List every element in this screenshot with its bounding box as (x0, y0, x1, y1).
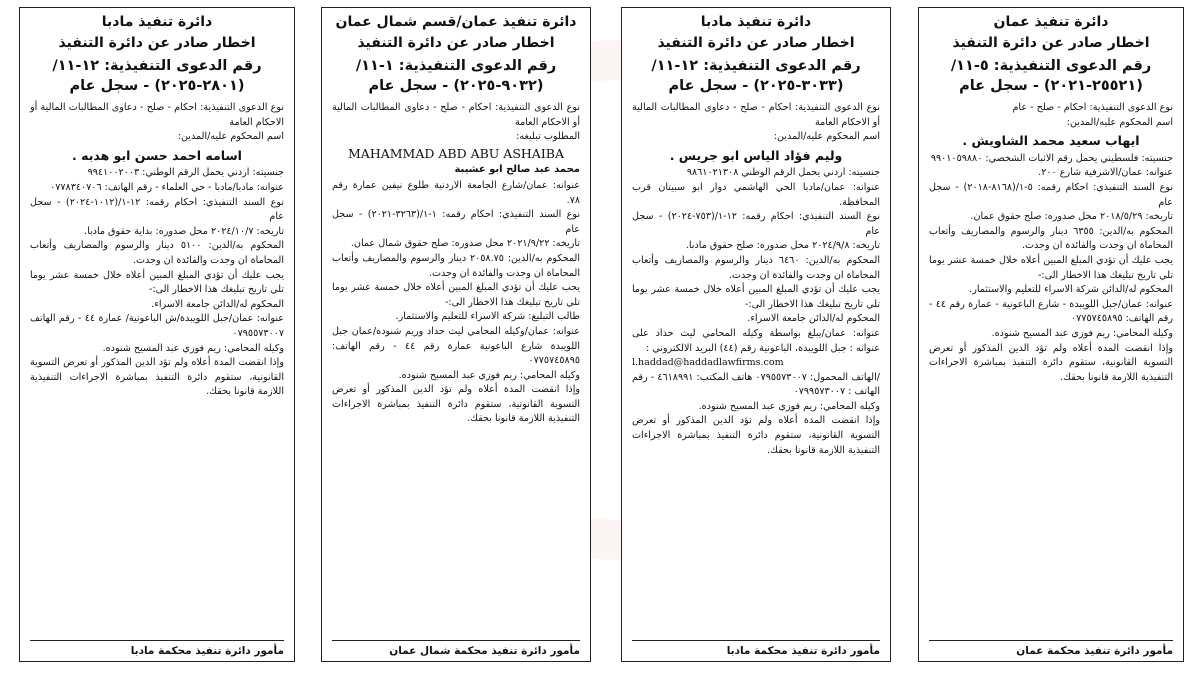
nationality: جنسيته: اردني يحمل الرقم الوطني ٩٨٦١٠٢١٣٠٨ (686, 167, 880, 179)
lawyer: وكيله المحامي: ريم فوزي عبد المسيح شنوده. (102, 342, 284, 354)
debtor-name-arabic: محمد عبد صالح ابو عشيبة (454, 164, 580, 176)
notice-body (632, 101, 880, 458)
creditor: المحكوم له/الدائن جامعة الاسراء. (151, 298, 284, 310)
notice-footer: مأمور دائرة تنفيذ محكمة مادبا (30, 640, 284, 657)
judgment-amount: المحكوم به/الدين: ٢٠٥٨.٧٥ دينار والرسوم والمصاريف وأتعاب المحاماة ان وجدت والفائدة ان وجدت. (332, 252, 580, 279)
nationality: جنسيته: فلسطيني يحمل رقم الاثبات الشخصي: ٩٩٠١٠٥٩٨٨٠ (930, 152, 1173, 164)
bond-type: نوع السند التنفيذي: احكام رقمه: ١٢-١/(١٠١٢-٢٠٢٤) - سجل عام (30, 196, 284, 223)
case-number: رقم الدعوى التنفيذية: ١٢-١١/ (٣٠٣٣-٢٠٢٥) - سجل عام (651, 58, 861, 94)
notice-subtitle: اخطار صادر عن دائرة التنفيذ (357, 35, 555, 51)
notice-body (929, 101, 1173, 385)
creditor-address: عنوانه: عمان/يبلغ بواسطة وكيله المحامي ليث حداد على عنوانه : جبل اللويبدة، الباعونية رقم (٤٤) البريد الالكتروني : (632, 327, 880, 354)
judgment-amount: المحكوم به/الدين: ٥١٠٠ دينار والرسوم والمصاريف وأتعاب المحاماة ان وجدت والفائدة ان وجدت. (30, 240, 284, 266)
creditor: طالب التبليغ: شركة الاسراء للتعليم والاستثمار. (395, 311, 580, 323)
case-number: رقم الدعوى التنفيذية: ١-١١/ (٩٠٣٢-٢٠٢٥) - سجل عام (355, 58, 557, 94)
address: عنوانه: عمان/مادبا الحي الهاشمي دوار ابو سبيتان قرب المحافظة. (632, 181, 880, 208)
creditor-phones: /الهاتف المحمول: ٠٧٩٥٥٧٣٠٠٧ هاتف المكتب: ٤٦١٨٩٩١ - رقم الهاتف : ٠٧٩٩٥٧٣٠٠٧ (632, 371, 880, 398)
case-type: نوع الدعوى التنفيذية: احكام - صلح - دعاوى المطالبات المالية أو الاحكام العامة (30, 102, 284, 128)
debtor-label: اسم المحكوم عليه/المدين: (773, 131, 880, 143)
lawyer: وكيله المحامي: ريم فوزي عبد المسيح شنوده. (398, 369, 580, 381)
creditor-email: l.haddad@haddadlawfirms.com (632, 357, 784, 369)
payment-demand: يجب عليك أن تؤدي المبلغ المبين أعلاه خلال خمسة عشر يوما تلي تاريخ تبليغك هذا الاخطار الى:- (632, 284, 880, 310)
creditor-address: عنوانه: عمان/وكيله المحامي ليث حداد وريم شنوده/عمان جبل اللويبدة شارع الباعونية عمارة رقم ٤٤ - رقم الهاتف: ٠٧٧٥٧٤٥٨٩٥ (332, 325, 580, 367)
address: عنوانه: عمان/شارع الجامعة الاردنية طلوع نيفين عمارة رقم ٧٨. (332, 179, 580, 206)
lawyer: وكيله المحامي: ريم فوزي عبد المسيح شنوده. (698, 400, 880, 412)
case-type: نوع الدعوى التنفيذية: احكام - صلح - عام (1012, 102, 1173, 113)
judgment-amount: المحكوم به/الدين: ٦٣٥٥ دينار والرسوم والمصاريف وأتعاب المحاماة ان وجدت والفائدة ان وجدت. (929, 225, 1174, 252)
creditor: المحكوم له/الدائن جامعة الاسراء. (747, 313, 880, 325)
warning-text: وإذا انقضت المدة أعلاه ولم تؤد الدين المذكور أو تعرض التسوية القانونية، ستقوم دائرة التنفيذ بمباشرة الاجراءات التنفيذية اللازمة قانونا بحقك. (632, 415, 880, 456)
notice-north-amman-9032 (321, 7, 591, 662)
notice-footer: مأمور دائرة تنفيذ محكمة عمان (929, 640, 1173, 657)
creditor: المحكوم له/الدائن شركة الاسراء للتعليم والاستثمار. (969, 284, 1173, 296)
address: عنوانه: مادبا/مادبا - حي العلماء - رقم الهاتف: ٠٧٧٨٣٤٠٧٠٦ (50, 181, 284, 193)
notice-dept: دائرة تنفيذ مادبا (700, 14, 812, 30)
notice-subtitle: اخطار صادر عن دائرة التنفيذ (952, 35, 1150, 51)
debtor-name: اسامه احمد حسن ابو هدبه . (72, 147, 242, 163)
bond-type: نوع السند التنفيذي: احكام رقمه: ١٢-١/(٧٥٣-٢٠٢٤) - سجل عام (632, 211, 880, 237)
creditor-address: عنوانه: عمان/جبل اللويبدة - شارع الباعونية - عمارة رقم ٤٤ - رقم الهاتف: ٠٧٧٥٧٤٥٨٩٥ (929, 298, 1173, 325)
judgment-amount: المحكوم به/الدين: ٦٤٦٠ دينار والرسوم والمصاريف وأتعاب المحاماة ان وجدت والفائدة ان وجدت. (632, 254, 880, 281)
address: عنوانه: عمان/الاشرفية شارع ٢٠٠. (1038, 167, 1173, 179)
notice-subtitle: اخطار صادر عن دائرة التنفيذ (657, 35, 855, 51)
debtor-label: اسم المحكوم عليه/المدين: (1066, 116, 1173, 128)
notice-dept: دائرة تنفيذ عمان/قسم شمال عمان (335, 14, 577, 30)
notice-footer: مأمور دائرة تنفيذ محكمة شمال عمان (332, 640, 580, 657)
notice-amman-25521 (918, 7, 1184, 662)
lawyer: وكيله المحامي: ريم فوزي عبد المسيح شنوده. (991, 327, 1173, 339)
notice-dept: دائرة تنفيذ عمان (993, 14, 1109, 30)
nationality: جنسيته: اردني يحمل الرقم الوطني: ٩٩٤١٠٠٢٠٠٣ (87, 167, 284, 179)
notice-madaba-2801 (19, 7, 295, 662)
payment-demand: يجب عليك أن تؤدي المبلغ المبين أعلاه خلال خمسة عشر يوما تلي تاريخ تبليغك هذا الاخطار الى:- (929, 254, 1173, 281)
notice-dept: دائرة تنفيذ مادبا (101, 14, 213, 30)
case-number: رقم الدعوى التنفيذية: ١٢-١١/ (٢٨٠١-٢٠٢٥) - سجل عام (52, 58, 262, 94)
notice-body (332, 101, 580, 427)
debtor-name: ايهاب سعيد محمد الشاويش . (962, 133, 1140, 149)
warning-text: وإذا انقضت المدة أعلاه ولم تؤد الدين المذكور أو تعرض التسوية القانونية، ستقوم دائرة التنفيذ بمباشرة الاجراءات التنفيذية اللازمة قانونا بحقك. (332, 384, 580, 425)
bond-date: تاريخه: ٢٠٢٤/١٠/٧ محل صدوره: بداية حقوق مادبا. (84, 225, 284, 237)
debtor-name: وليم فؤاد الياس ابو جريس . (669, 147, 843, 163)
bond-type: نوع السند التنفيذي: احكام رقمه: ١-١/(٣٢٦٣-٢٠٢١) - سجل عام (332, 209, 580, 235)
bond-date: تاريخه: ٢٠١٨/٥/٢٩ محل صدوره: صلح حقوق عمان. (970, 211, 1173, 223)
bond-date: تاريخه: ٢٠٢١/٩/٢٢ محل صدوره: صلح حقوق شمال عمان. (350, 238, 580, 250)
creditor-address: عنوانه: عمان/جبل اللويبدة/ش الباعونية/ عمارة ٤٤ - رقم الهاتف ٠٧٩٥٥٧٣٠٠٧ (30, 313, 284, 339)
notice-madaba-3033 (621, 7, 891, 662)
notice-subtitle: اخطار صادر عن دائرة التنفيذ (58, 35, 256, 51)
case-type: نوع الدعوى التنفيذية: احكام - صلح - دعاوى المطالبات المالية أو الاحكام العامة (332, 102, 580, 128)
debtor-label: اسم المحكوم عليه/المدين: (177, 131, 284, 143)
bond-date: تاريخه: ٢٠٢٤/٩/٨ محل صدوره: صلح حقوق مادبا. (685, 240, 880, 252)
warning-text: وإذا انقضت المدة أعلاه ولم تؤد الدين المذكور أو تعرض التسوية القانونية، ستقوم دائرة التنفيذ بمباشرة الاجراءات التنفيذية اللازمة قانونا بحقك. (30, 357, 284, 398)
warning-text: وإذا انقضت المدة أعلاه ولم تؤد الدين المذكور أو تعرض التسوية القانونية، ستقوم دائرة التنفيذ بمباشرة الاجراءات التنفيذية اللازمة قانونا بحقك. (929, 342, 1173, 383)
payment-demand: يجب عليك أن تؤدي المبلغ المبين أعلاه خلال خمسة عشر يوما تلي تاريخ تبليغك هذا الاخطار الى:- (30, 269, 284, 296)
debtor-label: المطلوب تبليغه: (516, 131, 580, 143)
notice-footer: مأمور دائرة تنفيذ محكمة مادبا (632, 640, 880, 657)
debtor-name-latin: MAHAMMAD ABD ABU ASHAIBA (348, 145, 564, 161)
case-type: نوع الدعوى التنفيذية: احكام - صلح - دعاوى المطالبات المالية أو الاحكام العامة (632, 102, 880, 128)
notice-body (30, 101, 284, 400)
payment-demand: يجب عليك أن تؤدي المبلغ المبين أعلاه خلال خمسة عشر يوما تلي تاريخ تبليغك هذا الاخطار الى:- (332, 282, 580, 308)
case-number: رقم الدعوى التنفيذية: ٥-١١/ (٢٥٥٢١-٢٠٢١) - سجل عام (950, 58, 1152, 94)
bond-type: نوع السند التنفيذي: احكام رقمه: ٥-١/(٨١٦٨-٢٠١٨) - سجل عام (929, 181, 1173, 208)
